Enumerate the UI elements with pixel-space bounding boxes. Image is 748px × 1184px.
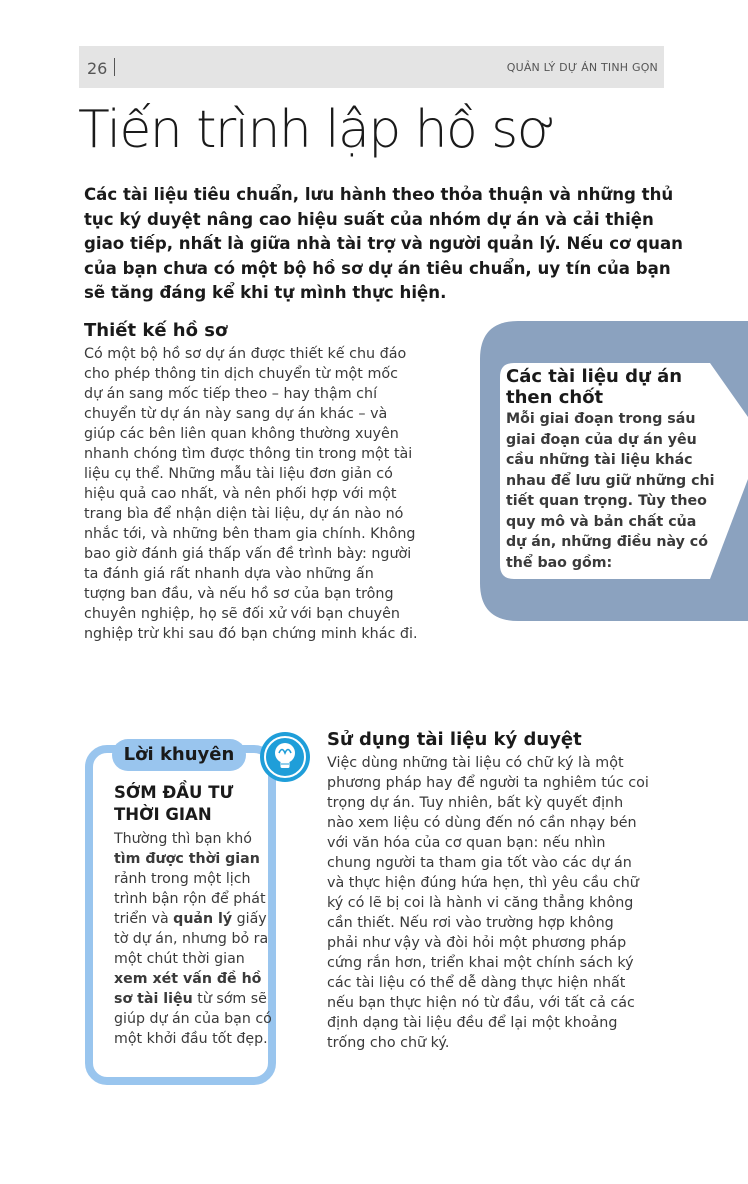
tip-text-segment: giấy tờ dự án, nhưng bỏ ra một chút thời gian bbox=[114, 911, 269, 967]
tip-text-emphasis: quản lý bbox=[173, 911, 233, 927]
running-header bbox=[79, 46, 664, 88]
page-number: 26 bbox=[87, 59, 108, 78]
tip-heading-line1: SỚM ĐẦU TƯ bbox=[114, 783, 234, 802]
tip-text-emphasis: xem xét vấn đề hồ sơ tài liệu bbox=[114, 971, 262, 1007]
section-heading-design: Thiết kế hồ sơ bbox=[84, 320, 228, 341]
sidebar-title: Các tài liệu dự án then chốt bbox=[506, 366, 683, 408]
tip-heading bbox=[114, 782, 233, 826]
tip-text-segment: Thường thì bạn khó bbox=[114, 831, 252, 847]
section-body-design: Có một bộ hồ sơ dự án được thiết kế chu đáo cho phép thông tin dịch chuyển từ một mốc dự án sang mốc tiếp theo – hay thậm chí chuyển từ dự án này sang dự án khác – và giúp các bên liên quan không thường xuyên nhanh chóng tìm được thông tin trong một tài liệu cụ thể. Những mẫu tài liệu đơn giản có hiệu quả cao nhất, và nên phối hợp với một trang bìa để nhận diện tài liệu, dự án nào nó nhắc tới, và những bên tham gia chính. Không bao giờ đánh giá thấp vấn đề trình bày: người ta đánh giá rất nhanh dựa vào những ấn tượng ban đầu, và nếu hồ sơ của bạn trông chuyên nghiệp, họ sẽ đối xử với bạn chuyên nghiệp trừ khi sau đó bạn chứng minh khác đi. bbox=[84, 346, 418, 642]
tip-text-segment: từ sớm sẽ giúp dự án của bạn có một khởi đầu tốt đẹp. bbox=[114, 991, 272, 1047]
section-body-signoff: Việc dùng những tài liệu có chữ ký là một phương pháp hay để người ta nghiêm túc coi trọng dự án. Tuy nhiên, bất kỳ quyết định nào xem liệu có dùng đến nó cần nhạy bén với văn hóa của cơ quan bạn: nếu nhìn chung người ta tham gia tốt vào các dự án và thực hiện đúng hứa hẹn, thì yêu cầu chữ ký có lẽ bị coi là hành vi căng thẳng không cần thiết. Nếu rơi vào trường hợp không phải như vậy và đòi hỏi một phương pháp cứng rắn hơn, triển khai một chính sách ký các tài liệu có thể dễ dàng thực hiện nhất nếu bạn thực hiện nó từ đầu, với tất cả các định dạng tài liệu đều để lại một khoảng trống cho chữ ký. bbox=[327, 755, 649, 1051]
tip-heading-line2: THỜI GIAN bbox=[114, 805, 212, 824]
tip-label: Lời khuyên bbox=[112, 739, 246, 771]
tip-text-segment: rảnh trong một lịch trình bận rộn để phát triển và bbox=[114, 871, 266, 927]
book-title: QUẢN LÝ DỰ ÁN TINH GỌN bbox=[506, 61, 658, 74]
header-divider bbox=[114, 58, 115, 76]
tip-body bbox=[114, 829, 274, 1049]
lead-paragraph: Các tài liệu tiêu chuẩn, lưu hành theo thỏa thuận và những thủ tục ký duyệt nâng cao hiệu suất của nhóm dự án và cải thiện giao tiếp, nhất là giữa nhà tài trợ và người quản lý. Nếu cơ quan của bạn chưa có một bộ hồ sơ dự án tiêu chuẩn, uy tín của bạn sẽ tăng đáng kể khi tự mình thực hiện. bbox=[84, 185, 683, 302]
lightbulb-icon bbox=[259, 731, 311, 783]
tip-text-emphasis: tìm được thời gian bbox=[114, 851, 260, 867]
section-heading-signoff: Sử dụng tài liệu ký duyệt bbox=[327, 729, 582, 750]
page-title: Tiến trình lập hồ sơ bbox=[78, 100, 555, 160]
sidebar-body: Mỗi giai đoạn trong sáu giai đoạn của dự án yêu cầu những tài liệu khác nhau để lưu giữ những chi tiết quan trọng. Tùy theo quy mô và bản chất của dự án, những điều này có thể bao gồm: bbox=[506, 411, 715, 571]
